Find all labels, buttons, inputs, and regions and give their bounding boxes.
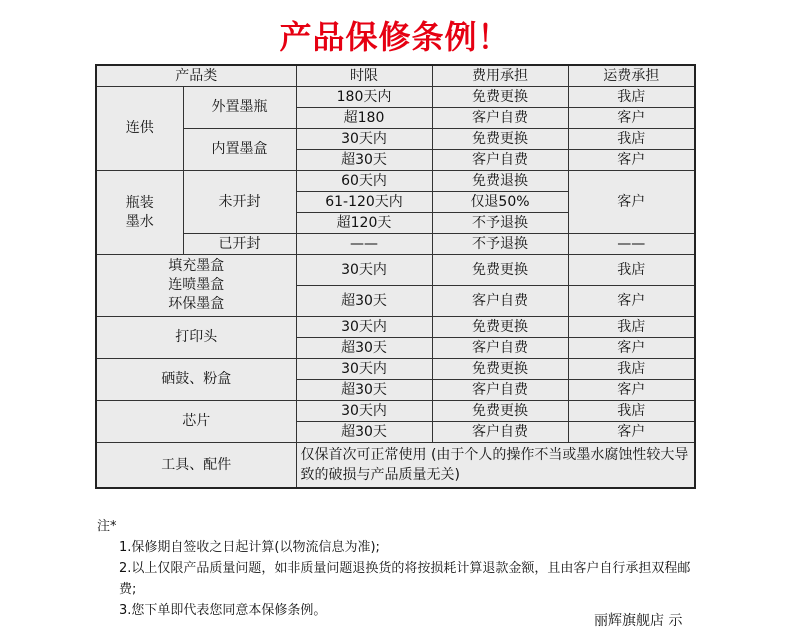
table-row [96,234,695,255]
table-row [96,255,695,286]
time-cell: 超30天 [296,286,432,317]
group-combo-cartridges: 填充墨盒 连喷墨盒 环保墨盒 [96,255,296,317]
header-category: 产品类 [96,65,296,87]
table-row [96,87,695,108]
fee-cell: 客户自费 [432,422,568,443]
ship-cell: 我店 [568,129,695,150]
ship-cell: 我店 [568,255,695,286]
fee-cell: 不予退换 [432,213,568,234]
notes-lead: 注* [97,519,117,534]
table-row [96,359,695,380]
notes-section [97,516,697,621]
time-cell: 超30天 [296,150,432,171]
fee-cell: 客户自费 [432,286,568,317]
time-cell: —— [296,234,432,255]
ship-cell: 客户 [568,286,695,317]
fee-cell: 免费更换 [432,255,568,286]
note-item-1: 1.保修期自签收之日起计算(以物流信息为准); [119,540,380,555]
ship-cell: 我店 [568,359,695,380]
time-cell: 超30天 [296,422,432,443]
fee-cell: 免费更换 [432,129,568,150]
ship-cell: 我店 [568,87,695,108]
time-cell: 30天内 [296,317,432,338]
group-tools: 工具、配件 [96,443,296,489]
ship-cell: 客户 [568,422,695,443]
ship-cell: 客户 [568,338,695,359]
table-row [96,129,695,150]
group-drum-toner: 硒鼓、粉盒 [96,359,296,401]
tools-warranty-note: 仅保首次可正常使用 (由于个人的操作不当或墨水腐蚀性较大导致的破损与产品质量无关) [296,443,695,489]
ship-cell: 客户 [568,150,695,171]
ship-cell: 我店 [568,401,695,422]
fee-cell: 客户自费 [432,380,568,401]
note-item-3: 3.您下单即代表您同意本保修条例。 [119,603,327,618]
ship-cell: —— [568,234,695,255]
fee-cell: 客户自费 [432,150,568,171]
fee-cell: 客户自费 [432,338,568,359]
warranty-table [95,64,696,489]
sub-wai-zhi: 外置墨瓶 [183,87,296,129]
time-cell: 60天内 [296,171,432,192]
time-cell: 超180 [296,108,432,129]
fee-cell: 客户自费 [432,108,568,129]
table-row [96,401,695,422]
group-ping-zhuang: 瓶装 墨水 [96,171,183,255]
fee-cell: 不予退换 [432,234,568,255]
time-cell: 超30天 [296,380,432,401]
header-shipping: 运费承担 [568,65,695,87]
fee-cell: 免费退换 [432,171,568,192]
header-fee: 费用承担 [432,65,568,87]
page-title: 产品保修条例！ [279,18,511,56]
time-cell: 61-120天内 [296,192,432,213]
time-cell: 30天内 [296,359,432,380]
sub-wei-kai: 未开封 [183,171,296,234]
time-cell: 超120天 [296,213,432,234]
time-cell: 30天内 [296,129,432,150]
group-lian-gong: 连供 [96,87,183,171]
fee-cell: 免费更换 [432,87,568,108]
group-chip: 芯片 [96,401,296,443]
note-item-2: 2.以上仅限产品质量问题，如非质量问题退换货的将按损耗计算退款金额，且由客户自行承担双程邮费; [119,561,691,597]
ship-cell: 客户 [568,380,695,401]
fee-cell: 仅退50% [432,192,568,213]
store-signature: 丽辉旗舰店 示 [594,613,683,629]
group-print-head: 打印头 [96,317,296,359]
ship-cell: 我店 [568,317,695,338]
table-header-row [96,65,695,87]
sub-yi-kai: 已开封 [183,234,296,255]
table-row [96,317,695,338]
sub-nei-zhi: 内置墨盒 [183,129,296,171]
fee-cell: 免费更换 [432,359,568,380]
table-row [96,443,695,489]
time-cell: 30天内 [296,255,432,286]
fee-cell: 免费更换 [432,317,568,338]
table-row [96,171,695,192]
fee-cell: 免费更换 [432,401,568,422]
ship-cell: 客户 [568,171,695,234]
time-cell: 超30天 [296,338,432,359]
time-cell: 30天内 [296,401,432,422]
ship-cell: 客户 [568,108,695,129]
time-cell: 180天内 [296,87,432,108]
header-time: 时限 [296,65,432,87]
